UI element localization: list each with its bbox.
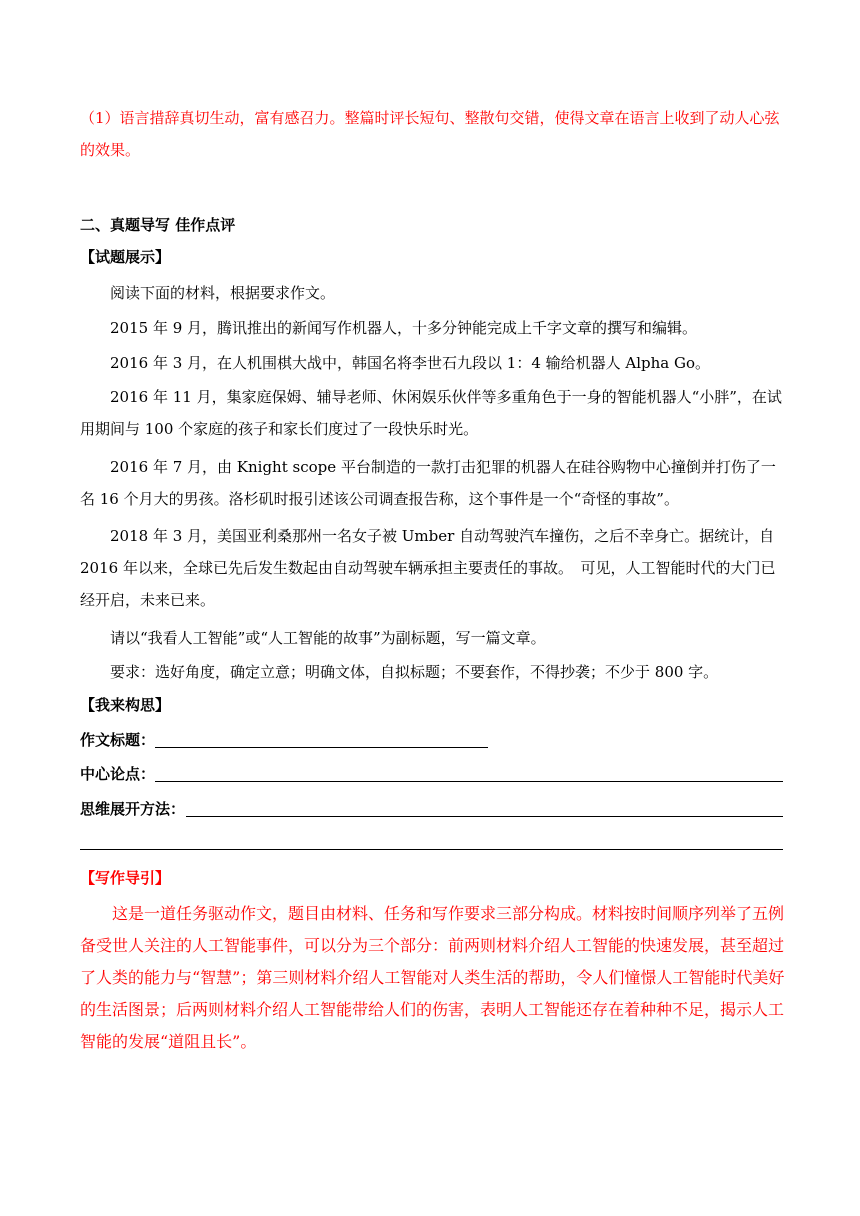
plan-heading: 【我来构思】 [80, 696, 171, 714]
question-paragraph: 2016 年 3 月，在人机围棋大战中，韩国名将李世石九段以 1：4 输给机器人 Alpha Go。 [110, 354, 711, 372]
question-paragraph: 2016 年 11 月，集家庭保姆、辅导老师、休闲娱乐伙伴等多重角色于一身的智能机器人“小胖”，在试用期间与 100 个家庭的孩子和家长们度过了一段快乐时光。 [80, 388, 782, 438]
guide-text: 这是一道任务驱动作文，题目由材料、任务和写作要求三部分构成。材料按时间顺序列举了五例备受世人关注的人工智能事件，可以分为三个部分：前两则材料介绍人工智能的快速发展，甚至超过了人类的能力与“智慧”；第三则材料介绍人工智能对人类生活的帮助，令人们憧憬人工智能时代美好的生活图景；后两则材料介绍人工智能带给人们的伤害，表明人工智能还存在着种种不足，揭示人工智能的发展“道阻且长”。 [80, 904, 785, 1051]
thesis-answer-line[interactable] [155, 781, 783, 782]
thesis-label: 中心论点： [80, 765, 156, 783]
question-paragraph: 2015 年 9 月，腾讯推出的新闻写作机器人，十多分钟能完成上千字文章的撰写和编辑。 [110, 319, 698, 337]
question-paragraph: 阅读下面的材料，根据要求作文。 [110, 284, 336, 302]
question-requirements: 要求：选好角度，确定立意；明确文体，自拟标题；不要套作，不得抄袭；不少于 800 字。 [110, 663, 719, 681]
section-title: 二、真题导写 佳作点评 [80, 216, 236, 234]
extra-answer-line[interactable] [80, 849, 783, 850]
intro-note: （1）语言措辞真切生动，富有感召力。整篇时评长短句、整散句交错，使得文章在语言上收到了动人心弦的效果。 [80, 109, 780, 159]
title-answer-line[interactable] [155, 747, 488, 748]
question-paragraph: 2016 年 7 月，由 Knight scope 平台制造的一款打击犯罪的机器人在硅谷购物中心撞倒并打伤了一名 16 个月大的男孩。洛杉矶时报引述该公司调查报告称，这个事件是一个“奇怪的事故”。 [80, 458, 776, 508]
title-label: 作文标题： [80, 731, 156, 749]
question-paragraph: 2018 年 3 月，美国亚利桑那州一名女子被 Umber 自动驾驶汽车撞伤，之后不幸身亡。据统计，自 2016 年以来，全球已先后发生数起由自动驾驶车辆承担主要责任的事故。 可见，人工智能时代的大门已经开启，未来已来。 [80, 527, 776, 609]
method-answer-line[interactable] [186, 816, 783, 817]
guide-heading: 【写作导引】 [80, 869, 171, 887]
method-label: 思维展开方法： [80, 800, 186, 818]
question-paragraph: 请以“我看人工智能”或“人工智能的故事”为副标题，写一篇文章。 [110, 629, 546, 647]
question-heading: 【试题展示】 [80, 248, 171, 266]
